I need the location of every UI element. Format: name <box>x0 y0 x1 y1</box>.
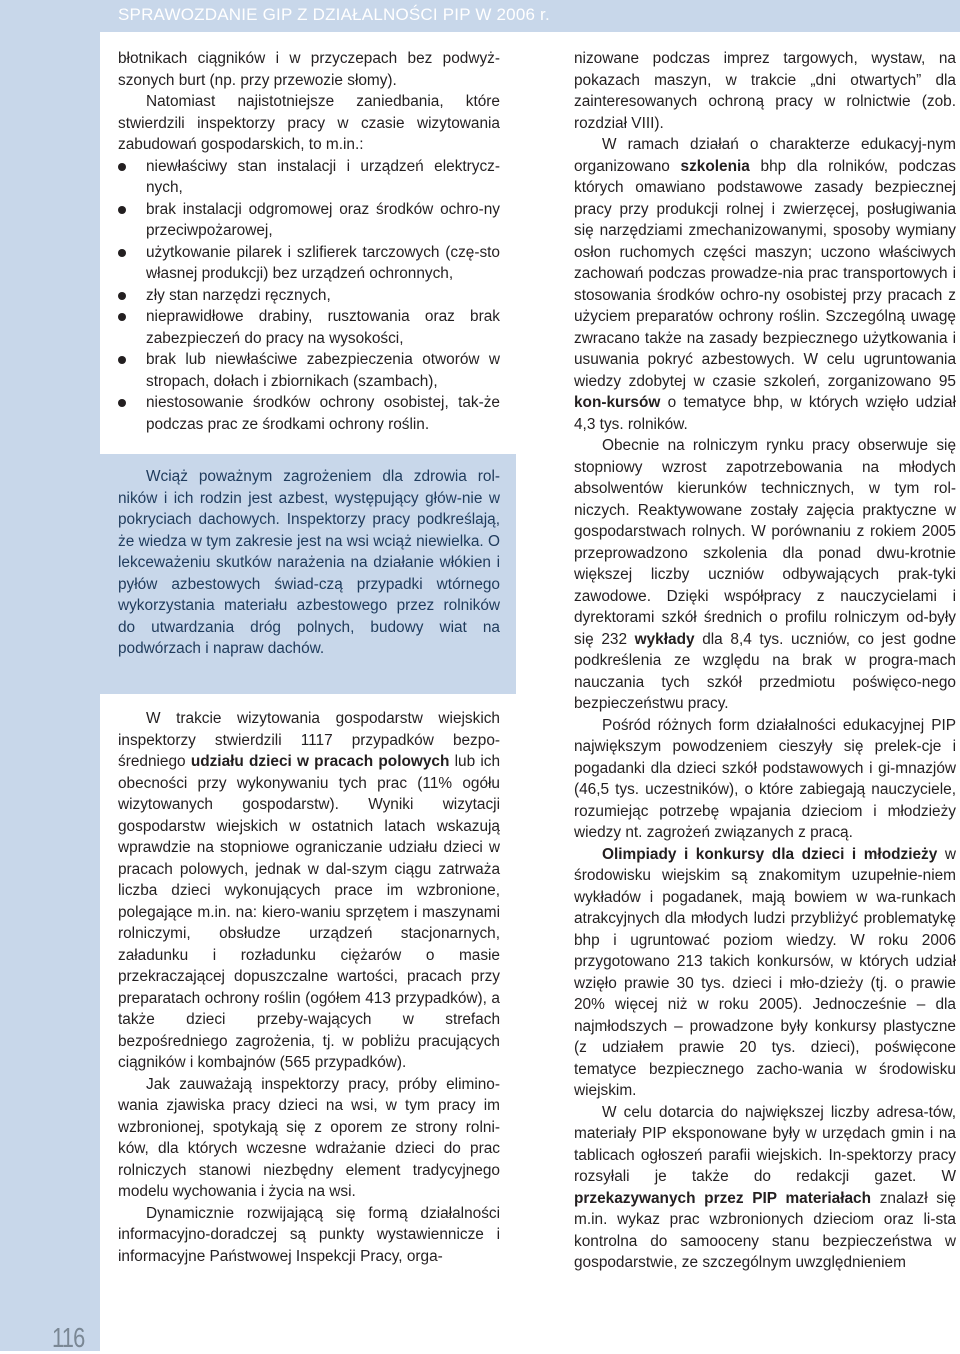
list-item-text: niestosowanie środków ochrony osobistej, tak-że podczas prac ze środkami ochrony roślin. <box>146 394 500 433</box>
paragraph <box>574 435 956 715</box>
callout-text: Wciąż poważnym zagrożeniem dla zdrowia rol-ników i ich rodzin jest azbest, występujący głów-nie w pokryciach dachowych. Inspektorzy pracy podkreślają, że wiedza w tym zakresie jest na wsi wciąż niewielka. O lekceważeniu skutków narażenia na działanie włókien i pyłów azbestowych świad-czą przypadki wtórnego wykorzystania materiału azbestowego przez rolników do utwardzania dróg polnych, budowy wiat na podwórzach i napraw dachów. <box>118 468 500 657</box>
bullet-icon <box>118 206 126 214</box>
paragraph: błotnikach ciągników i w przyczepach bez podwyż-szonych burt (np. przy przewozie słomy). <box>118 50 500 89</box>
list-item-text: nieprawidłowe drabiny, rusztowania oraz brak zabezpieczeń do pracy na wysokości, <box>146 308 500 347</box>
left-column <box>118 48 500 435</box>
list-item-text: zły stan narzędzi ręcznych, <box>146 286 331 304</box>
text-run: Obecnie na rolniczym rynku pracy obserwuje się stopniowy wzrost zapotrzebowania na młodych absolwentów kierunków technicznych, w tym rol-niczych. Reaktywowane zostały zajęcia praktyczne w gospodarstwach rolnych. W porównaniu z rokiem 2005 przeprowadzono szkolenia dla ponad dwu-krotnie większej liczby uczniów odbywających prak-tyki zawodowe. Dzięki współpracy z nauczycielami i dyrektorami szkół średnich o profilu rolniczym od-były się 232 <box>574 437 956 648</box>
text-run: o tematyce bhp, w których wzięło udział 4,3 tys. rolników. <box>574 394 956 433</box>
bullet-icon <box>118 356 126 364</box>
bullet-icon <box>118 292 126 300</box>
list-item <box>118 349 500 392</box>
bold-text: szkolenia <box>680 157 750 175</box>
paragraph <box>574 134 956 435</box>
header-title: SPRAWOZDANIE GIP Z DZIAŁALNOŚCI PIP W 2006 r. <box>118 5 550 24</box>
text-run: znalazł się m.in. wykaz prac wzbronionych dzieciom oraz li-sta kontrolna do samooceny stanu bezpieczeństwa w gospodarstwie, ze szczególnym uwzględnieniem <box>574 1189 956 1271</box>
bold-text: przekazywanych przez PIP materiałach <box>574 1189 871 1207</box>
paragraph <box>574 1102 956 1274</box>
left-column-lower <box>118 708 500 1267</box>
side-bar <box>0 32 100 1351</box>
side-margin <box>0 32 100 1351</box>
bullet-icon <box>118 313 126 321</box>
list-item-text: niewłaściwy stan instalacji i urządzeń elektrycz-nych, <box>146 157 500 196</box>
page-number: 116 <box>52 1322 85 1353</box>
text-run: W celu dotarcia do największej liczby adresa-tów, materiały PIP eksponowane były w urzędach gmin i na tablicach ogłoszeń parafii wiejskich. In-spektorzy pracy rozsyłali je także do redakcji gazet. W <box>574 1103 956 1185</box>
list-item <box>118 306 500 349</box>
bullet-icon <box>118 163 126 171</box>
text-run: bhp dla rolników, podczas których omawiano podstawowe zasady bezpiecznej pracy przy produkcji rolnej i zwierzęcej, posługiwania się narzędziami zmechanizowanymi, sposoby wymiany osłon ruchomych części maszyn; uczono właściwych zachowań podczas prowadze-nia prac transportowych i stosowania środków ochro-ny osobistej przy pracach z użyciem preparatów ochrony roślin. Szczególną uwagę zwracano także na zasady bezpiecznego użytkowania i usuwania pokryć azbestowych. W celu ugruntowania wiedzy zdobytej w czasie szkoleń, zorganizowano 95 <box>574 157 957 390</box>
list-item <box>118 285 500 307</box>
page-header <box>0 0 960 36</box>
text-run: lub ich obecności przy wykonywaniu tych prac (11% ogółu wizytowanych gospodarstw). Wyniki wizytacji gospodarstw wiejskich w ostatnich latach wskazują wprawdzie na stopniowe ograniczanie udziału dzieci w pracach polowych, jednak w dal-szym ciągu zatrważa liczba dzieci wykonujących prace im wzbronione, polegające m.in. na: kiero-waniu sprzętem i maszynami rolniczymi, obsłudze urządzeń stacjonarnych, załadunku i rozładunku ciężarów o masie przekraczającej dopuszczalne wartości, pracach przy preparatach ochrony roślin (ogółem 413 przypadków), a także dzieci przeby-wających w strefach bezpośredniego zagrożenia, tj. w pobliżu pracujących ciągników i kombajnów (565 przypadków). <box>118 753 501 1071</box>
text-run: w środowisku wiejskim są znakomitym uzupełnie-niem wykładów i pogadanek, mają bowiem w wa-runkach atrakcyjnych dla młodych ludzi przybliżyć problematykę bhp i ugruntować poziom wiedzy. W roku 2006 przygotowano 213 takich konkursów, w których udział wzięło prawie 30 tys. dzieci i mło-dzieży (tj. o prawie 20% więcej niż w roku 2005). Jednocześnie – dla najmłodszych – prowadzone były konkursy plastyczne (z udziałem prawie 20 tys. dzieci), poświęcone tematyce bezpiecznego zacho-wania w środowisku wiejskim. <box>574 845 956 1099</box>
text-run: W ramach działań o charakterze edukacyj-nym organizowano <box>574 136 956 175</box>
list-item <box>118 392 500 435</box>
bullet-icon <box>118 249 126 257</box>
bold-text: Olimpiady i konkursy dla dzieci i młodzieży <box>602 845 938 863</box>
asbestos-callout-box <box>100 454 516 694</box>
text-run: W trakcie wizytowania gospodarstw wiejskich inspektorzy stwierdzili 1117 przypadków bezpo-średniego <box>118 710 500 770</box>
violations-list <box>118 156 500 436</box>
bold-text: kon-kursów <box>574 394 661 411</box>
right-column <box>574 48 956 1274</box>
list-item <box>118 199 500 242</box>
list-item-text: użytkowanie pilarek i szlifierek tarczowych (czę-sto własnej produkcji) bez urządzeń ochronnych, <box>146 243 500 282</box>
paragraph: Pośród różnych form działalności edukacyjnej PIP największym powodzeniem cieszyły się prelek-cje i pogadanki dla dzieci szkół podstawowych i gi-mnazjów (46,5 tys. uczestników), o które zabiegają nauczyciele, rozumiejąc potrzebę wpajania dzieciom i młodzieży wiedzy nt. zagrożeń związanych z pracą. <box>574 716 956 841</box>
bold-text: udziału dzieci w pracach polowych <box>190 753 450 770</box>
bullet-icon <box>118 399 126 407</box>
bold-text: wykłady <box>634 630 695 648</box>
paragraph: Natomiast najistotniejsze zaniedbania, które stwierdzili inspektorzy pracy w czasie wizytowania zabudowań gospodarskich, to m.in.: <box>118 93 500 153</box>
list-item <box>118 242 500 285</box>
paragraph <box>574 844 956 1102</box>
text-run: dla 8,4 tys. uczniów, co jest godne podkreślenia ze względu na brak w progra-mach nauczania tych szkół przedmiotu poświęco-nego bezpieczeństwu pracy. <box>574 630 957 712</box>
paragraph: Dynamicznie rozwijającą się formą działalności informacyjno-doradczej są punkty wystawiennicze i informacyjne Państwowej Inspekcji Pracy, orga- <box>118 1204 500 1265</box>
paragraph: nizowane podczas imprez targowych, wystaw, na pokazach maszyn, w trakcie „dni otwartych” dla zainteresowanych ochroną pracy w rolnictwie (zob. rozdział VIII). <box>574 50 956 132</box>
list-item-text: brak instalacji odgromowej oraz środków ochro-ny przeciwpożarowej, <box>146 200 500 239</box>
paragraph: Jak zauważają inspektorzy pracy, próby elimino-wania zjawiska pracy dzieci na wsi, w tym pracy im wzbronionej, spotykają się z oporem ze strony rolni-ków, dla których wczesne wdrażanie dzieci do prac rolniczych stanowi niezbędny element tradycyjnego modelu wychowania i życia na wsi. <box>118 1075 500 1200</box>
list-item-text: brak lub niewłaściwe zabezpieczenia otworów w stropach, dołach i zbiornikach (szambach), <box>146 351 500 390</box>
paragraph <box>118 708 500 1074</box>
list-item <box>118 156 500 199</box>
